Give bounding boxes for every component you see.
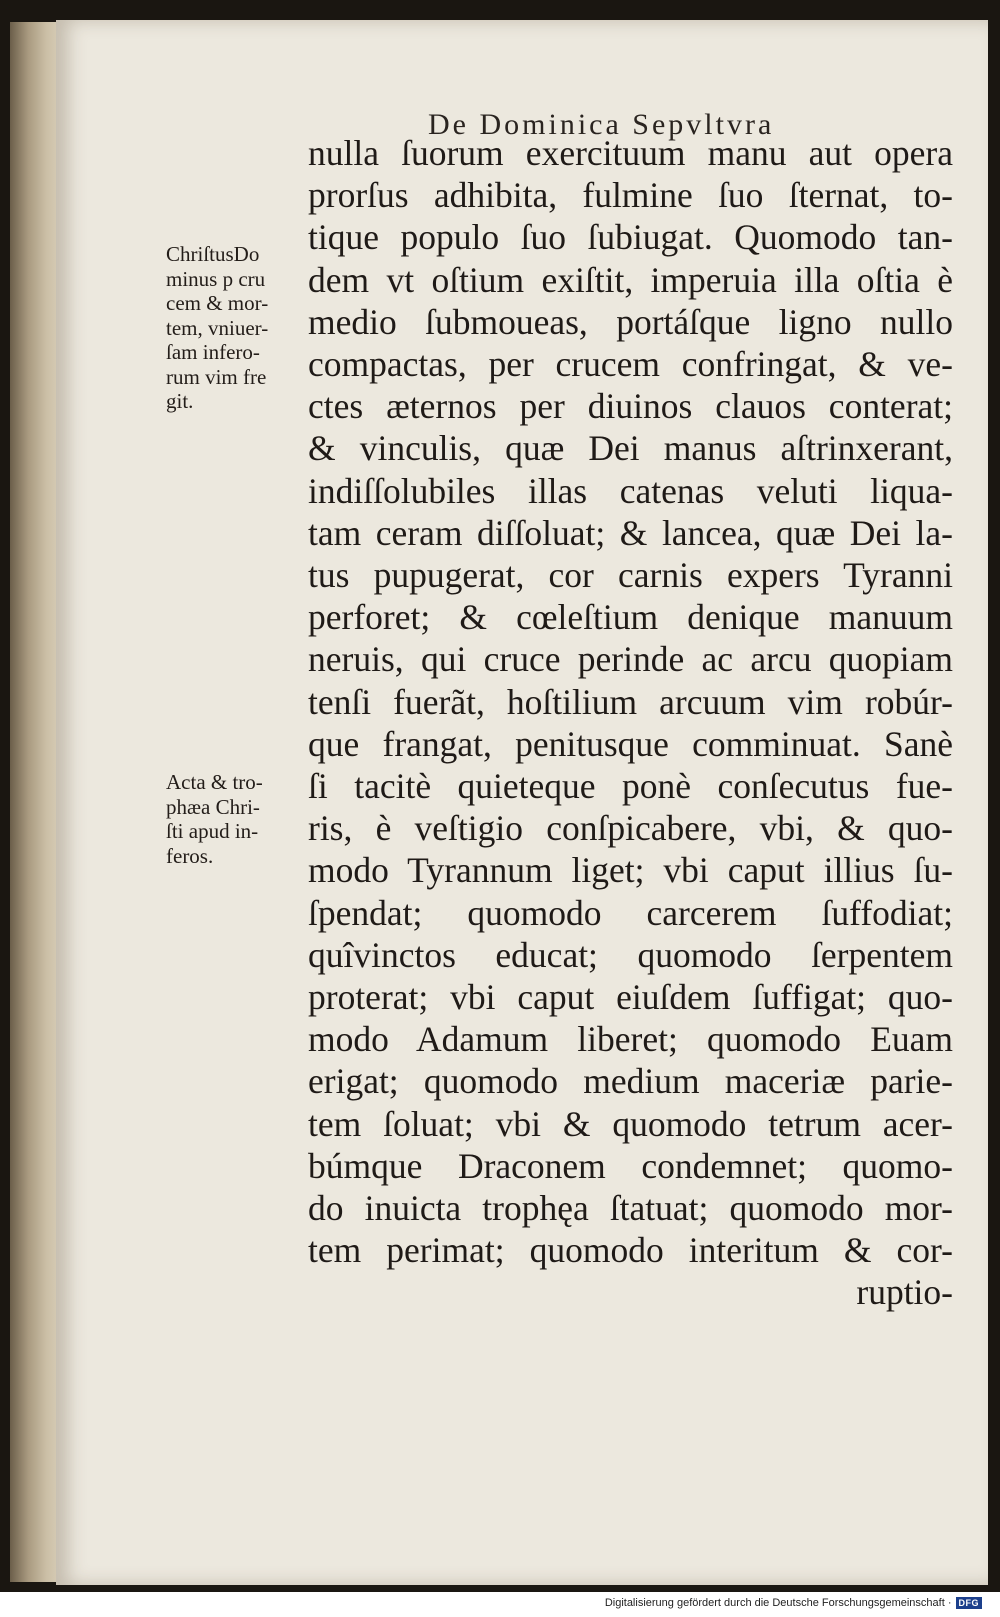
text-line: modo Adamum liberet; quomodo Euam xyxy=(308,1019,953,1060)
text-line: ris, è veſtigio conſpicabere, vbi, & quo- xyxy=(308,808,953,849)
text-line: búmque Draconem condemnet; quomo- xyxy=(308,1145,953,1186)
text-line: tem ſoluat; vbi & quomodo tetrum acer- xyxy=(308,1103,953,1144)
text-line: indiſſolubiles illas catenas veluti liqua- xyxy=(308,470,953,511)
text-line: compactas, per crucem confringat, & ve- xyxy=(308,344,953,385)
text-line: neruis, qui cruce perinde ac arcu quopiam xyxy=(308,639,953,680)
funding-credit: Digitalisierung gefördert durch die Deutsche Forschungsgemeinschaft · xyxy=(604,1597,952,1609)
margin-line: ſti apud in- xyxy=(166,819,259,843)
text-line: erigat; quomodo medium maceriæ parie- xyxy=(308,1061,953,1102)
text-line: tenſi fuerãt, hoſtilium arcuum vim robúr- xyxy=(308,681,953,722)
margin-line: Acta & tro- xyxy=(166,770,263,794)
text-line: ſpendat; quomodo carcerem ſuffodiat; xyxy=(308,892,953,933)
footer-credit xyxy=(605,1597,982,1609)
margin-line: ChriſtusDo xyxy=(166,242,260,266)
text-line: tem perimat; quomodo interitum & cor- xyxy=(308,1230,953,1271)
text-line: prorſus adhibita, fulmine ſuo ſternat, to- xyxy=(308,175,953,216)
text-line: ctes æternos per diuinos clauos conterat; xyxy=(308,386,953,427)
text-line: tique populo ſuo ſubiugat. Quomodo tan- xyxy=(308,217,953,258)
margin-line: phæa Chri- xyxy=(166,794,260,819)
catchword: ruptio- xyxy=(856,1272,953,1313)
margin-note-1 xyxy=(166,242,306,414)
text-line: tam ceram diſſoluat; & lancea, quæ Dei la- xyxy=(308,512,953,553)
margin-line: tem, vniuer- xyxy=(166,315,269,340)
text-line: proterat; vbi caput eiuſdem ſuffigat; quo- xyxy=(308,977,953,1018)
text-line: ſi tacitè quieteque ponè conſecutus fue- xyxy=(308,766,953,807)
margin-line: rum vim fre xyxy=(166,364,267,389)
margin-line: feros. xyxy=(166,843,214,868)
dfg-logo-icon: DFG xyxy=(956,1597,983,1609)
margin-line: git. xyxy=(166,389,194,413)
margin-line: cem & mor- xyxy=(166,291,269,315)
text-line: perforet; & cœleſtium denique manuum xyxy=(308,597,953,638)
text-line: nulla ſuorum exercituum manu aut opera xyxy=(308,133,953,173)
margin-note-2 xyxy=(166,770,306,868)
text-line: & vinculis, quæ Dei manus aſtrinxerant, xyxy=(308,428,953,469)
text-line: modo Tyrannum liget; vbi caput illius ſu- xyxy=(308,850,953,891)
body-text xyxy=(308,132,953,1314)
text-line: quîvinctos educat; quomodo ſerpentem xyxy=(308,934,953,975)
running-head: De Dominica Sepvltvra xyxy=(428,108,775,141)
text-line: que frangat, penitusque comminuat. Sanè xyxy=(308,723,953,764)
text-line: tus pupugerat, cor carnis expers Tyranni xyxy=(308,555,953,596)
text-line: dem vt oſtium exiſtit, imperuia illa oſtia è xyxy=(308,259,953,300)
text-line: do inuicta trophęa ſtatuat; quomodo mor- xyxy=(308,1188,953,1229)
book-page xyxy=(56,20,988,1585)
margin-line: minus p cru xyxy=(166,266,266,291)
text-line: medio ſubmoueas, portáſque ligno nullo xyxy=(308,301,953,342)
book-gutter xyxy=(10,22,62,1582)
margin-line: ſam infero- xyxy=(166,340,260,364)
